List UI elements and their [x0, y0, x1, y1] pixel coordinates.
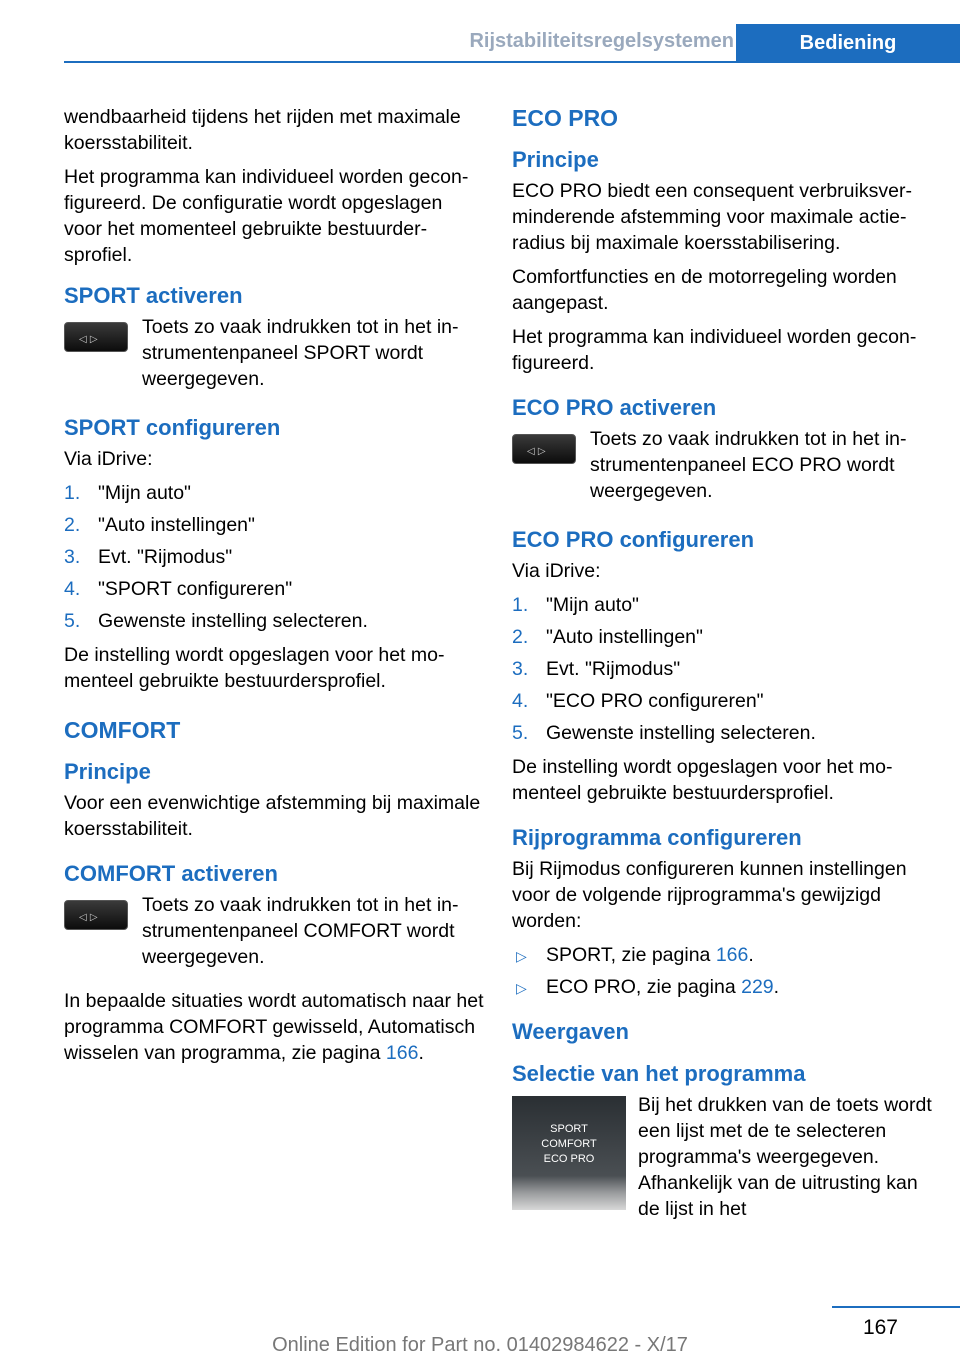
comfort-activate-text: Toets zo vaak indrukken tot in het instrumentenpaneel COMFORT wordt weergegeven. — [142, 894, 459, 968]
sport-config-via: Via iDrive: — [64, 448, 153, 470]
page-link[interactable]: 166 — [385, 1042, 419, 1064]
triangle-bullet-icon: ▷ — [516, 949, 527, 965]
display-heading: Weergaven — [512, 1019, 629, 1044]
sport-activate-block — [64, 314, 484, 392]
comfort-principle-heading: Principe — [64, 759, 151, 784]
rp-list — [512, 942, 932, 1000]
eco-principle-text-1: ECO PRO biedt een consequent verbruiksverminderende afstemming voor maximale actieradius bij maximale koersstabilisering. — [512, 180, 912, 254]
intro-paragraph-2: Het programma kan individueel worden geconfigureerd. De configuratie wordt opgeslagen voor het momenteel gebruikte bestuurdersprofiel. — [64, 166, 469, 266]
list-item: 5. Gewenste instelling selecteren. — [512, 722, 816, 744]
list-item: 1. "Mijn auto" — [512, 594, 639, 616]
sport-steps-list — [64, 480, 484, 634]
triangle-bullet-icon: ▷ — [516, 981, 527, 997]
eco-activate-text: Toets zo vaak indrukken tot in het instrumentenpaneel ECO PRO wordt weergegeven. — [590, 428, 907, 502]
sport-saved-text: De instelling wordt opgeslagen voor het momenteel gebruikte bestuurdersprofiel. — [64, 644, 445, 692]
list-item: 3. Evt. "Rijmodus" — [512, 658, 681, 680]
sport-activate-heading: SPORT activeren — [64, 283, 243, 308]
selection-heading: Selectie van het programma — [512, 1061, 806, 1086]
selection-block — [512, 1092, 932, 1222]
list-item: ▷ SPORT, zie pagina 166. — [512, 942, 932, 968]
footer-rule — [832, 1306, 960, 1308]
eco-config-heading: ECO PRO configureren — [512, 527, 755, 552]
page-number: 167 — [862, 1316, 898, 1339]
list-item: 2. "Auto instellingen" — [64, 514, 255, 536]
eco-saved-text: De instelling wordt opgeslagen voor het momenteel gebruikte bestuurdersprofiel. — [512, 756, 893, 804]
list-item: 4. "SPORT configureren" — [64, 578, 293, 600]
page-header — [0, 0, 960, 62]
intro-paragraph: wendbaarheid tijdens het rijden met maximale koersstabiliteit. — [64, 106, 461, 154]
eco-pro-heading: ECO PRO — [512, 105, 619, 131]
rp-config-heading: Rijprogramma configureren — [512, 825, 802, 850]
selection-text: Bij het drukken van de toets wordt een lijst met de te selecteren programma's weergegeven. Afhankelijk van de uitrusting kan de lijst in het — [638, 1094, 932, 1220]
right-column — [512, 104, 932, 1222]
eco-principle-text-3: Het programma kan individueel worden geconfigureerd. — [512, 326, 917, 374]
driving-mode-button-icon — [512, 434, 576, 464]
comfort-activate-block — [64, 892, 484, 970]
eco-steps-list — [512, 592, 932, 746]
comfort-activate-heading: COMFORT activeren — [64, 861, 278, 886]
list-item: 2. "Auto instellingen" — [512, 626, 703, 648]
list-item: 5. Gewenste instelling selecteren. — [64, 610, 368, 632]
eco-config-via: Via iDrive: — [512, 560, 601, 582]
eco-principle-text-2: Comfortfuncties en de motorregeling worden aangepast. — [512, 266, 897, 314]
page-link[interactable]: 166 — [715, 944, 749, 966]
comfort-principle-text: Voor een evenwichtige afstemming bij maximale koersstabiliteit. — [64, 792, 481, 840]
comfort-heading: COMFORT — [64, 717, 181, 743]
rp-config-text: Bij Rijmodus configureren kunnen instellingen voor de volgende rijprogramma's gewijzigd worden: — [512, 858, 907, 932]
section-title: Rijstabiliteitsregelsystemen — [469, 30, 734, 52]
eco-activate-block — [512, 426, 932, 504]
driving-mode-button-icon — [64, 322, 128, 352]
eco-activate-heading: ECO PRO activeren — [512, 395, 717, 420]
list-item: 1. "Mijn auto" — [64, 482, 191, 504]
program-menu-image: SPORT COMFORT ECO PRO — [512, 1096, 626, 1210]
sport-activate-text: Toets zo vaak indrukken tot in het instrumentenpaneel SPORT wordt weergegeven. — [142, 316, 459, 390]
driving-mode-button-icon — [64, 900, 128, 930]
list-item: ▷ ECO PRO, zie pagina 229. — [512, 974, 932, 1000]
list-item: 4. "ECO PRO configureren" — [512, 690, 764, 712]
edition-footer: Online Edition for Part no. 01402984622 - X/17 — [272, 1334, 688, 1356]
eco-principle-heading: Principe — [512, 147, 599, 172]
left-column — [64, 104, 484, 1074]
sport-config-heading: SPORT configureren — [64, 415, 281, 440]
list-item: 3. Evt. "Rijmodus" — [64, 546, 233, 568]
page-link[interactable]: 229 — [741, 976, 774, 998]
comfort-auto-paragraph: In bepaalde situaties wordt automatisch naar het programma COMFORT gewisseld, Automatisch wisselen van programma, zie pagina 166. — [64, 990, 484, 1064]
chapter-tab[interactable]: Bediening — [736, 24, 960, 62]
header-rule — [64, 61, 960, 63]
